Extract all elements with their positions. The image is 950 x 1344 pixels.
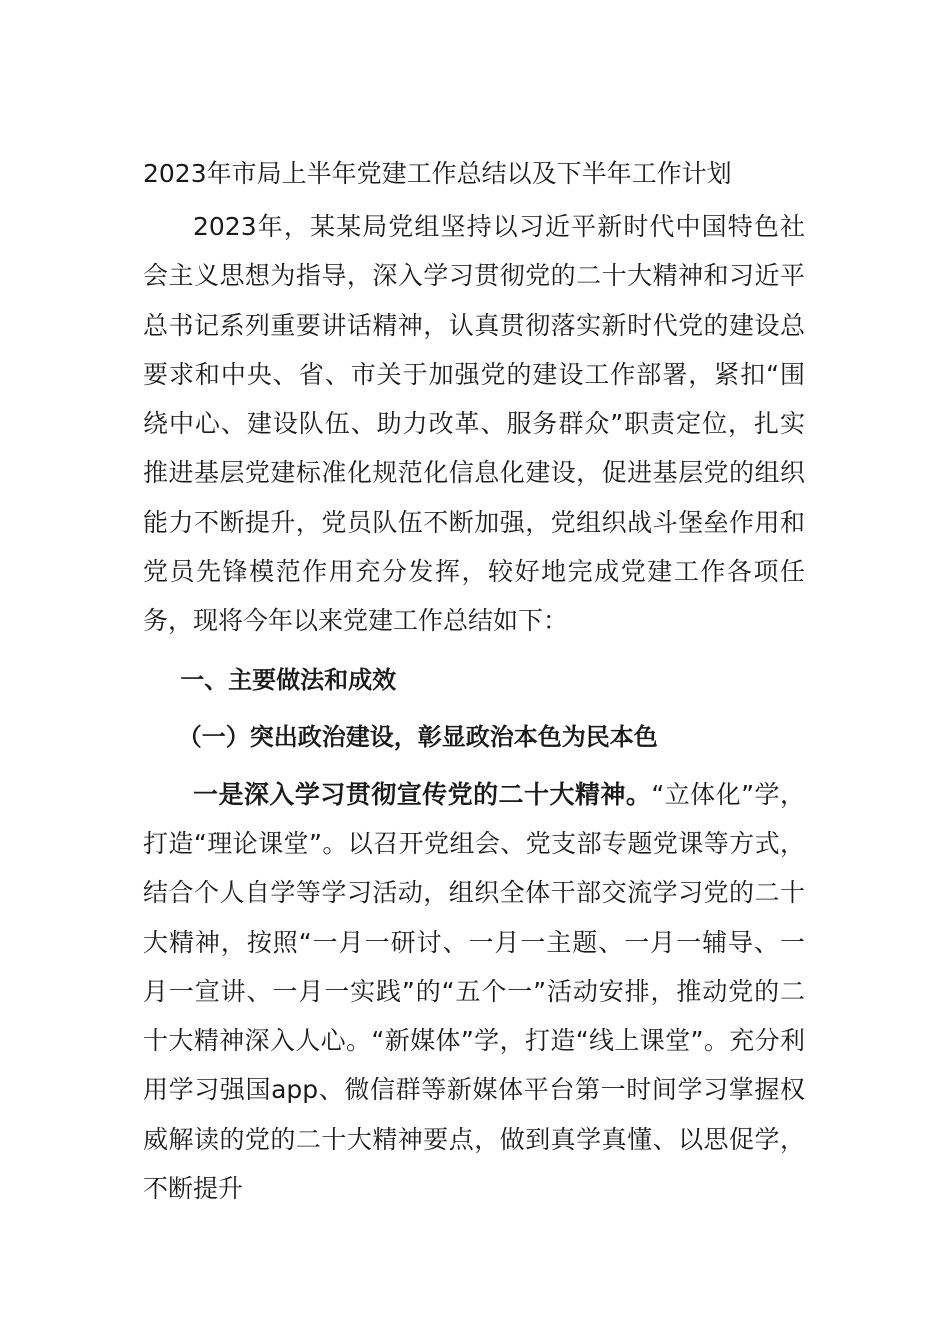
point-lead: 一是深入学习贯彻宣传党的二十大精神。 — [193, 779, 652, 809]
point-paragraph — [143, 770, 805, 1214]
subsection-heading: （一）突出政治建设，彰显政治本色为民本色 — [177, 722, 658, 751]
point-body: “立体化”学，打造“理论课堂”。以召开党组会、党支部专题党课等方式，结合个人自学等学习活动，组织全体干部交流学习党的二十大精神，按照“一月一研讨、一月一主题、一月一辅导、一月一宣讲、一月一实践”的“五个一”活动安排，推动党的二十大精神深入人心。“新媒体”学，打造“线上课堂”。充分利用学习强国app、微信群等新媒体平台第一时间学习掌握权威解读的党的二十大精神要点，做到真学真懂、以思促学，不断提升 — [143, 779, 805, 1204]
intro-paragraph: 2023年，某某局党组坚持以习近平新时代中国特色社会主义思想为指导，深入学习贯彻党的二十大精神和习近平总书记系列重要讲话精神，认真贯彻落实新时代党的建设总要求和中央、省、市关于加强党的建设工作部署，紧扣“围绕中心、建设队伍、助力改革、服务群众”职责定位，扎实推进基层党建标准化规范化信息化建设，促进基层党的组织能力不断提升，党员队伍不断加强，党组织战斗堡垒作用和党员先锋模范作用充分发挥，较好地完成党建工作各项任务，现将今年以来党建工作总结如下： — [143, 212, 805, 636]
document-body — [143, 152, 805, 1213]
document-title: 2023年市局上半年党建工作总结以及下半年工作计划 — [143, 159, 732, 188]
section-heading: 一、主要做法和成效 — [180, 665, 397, 694]
